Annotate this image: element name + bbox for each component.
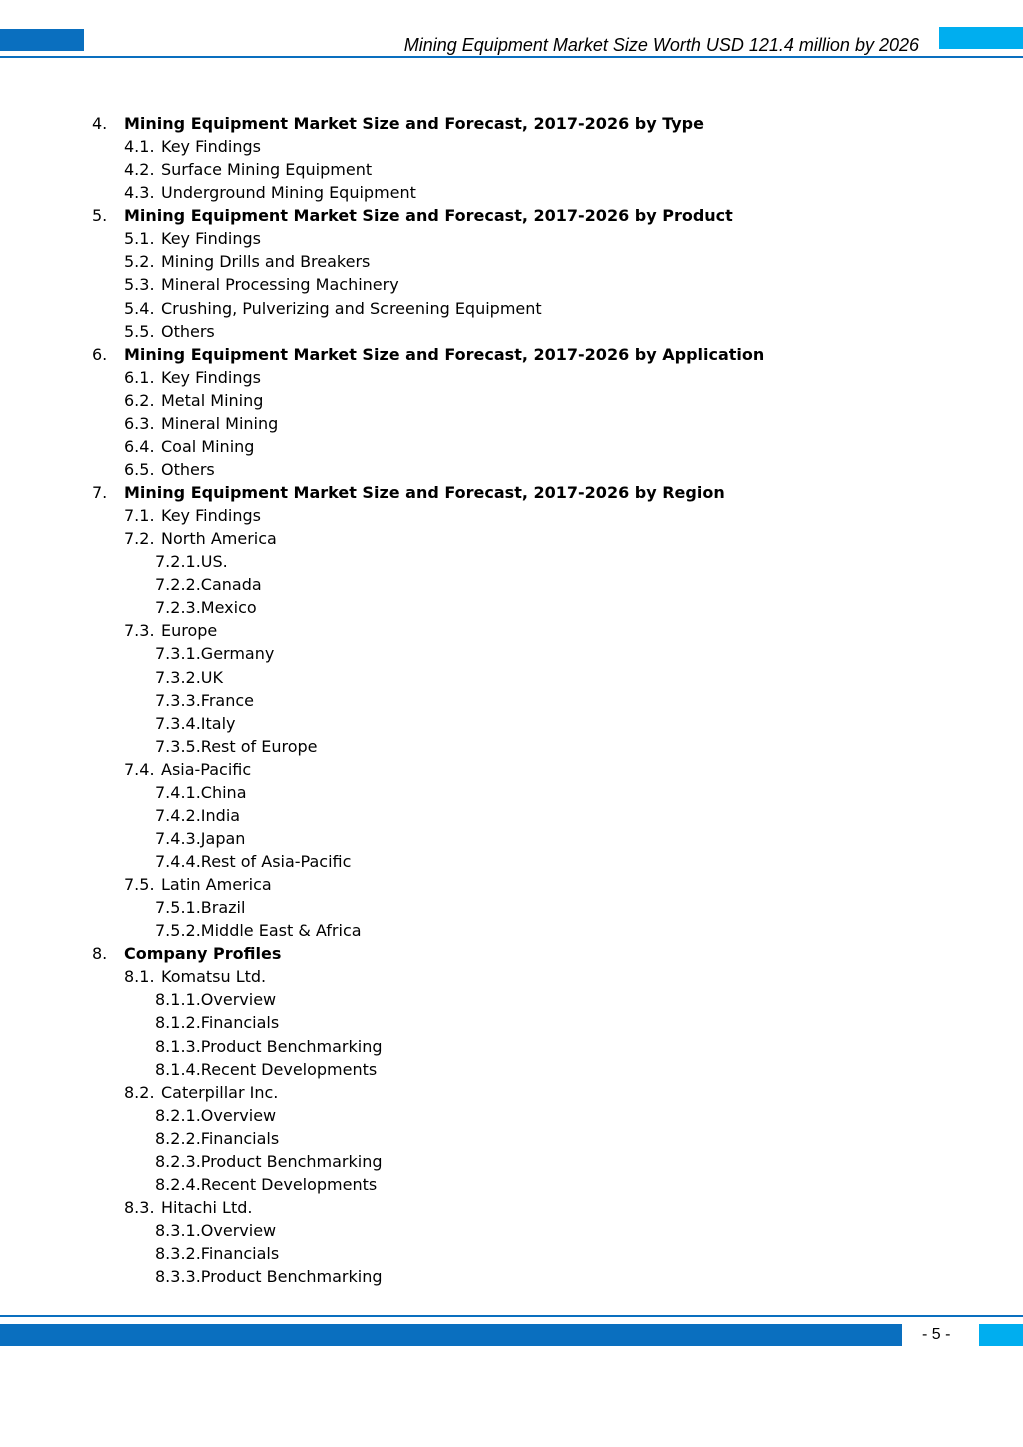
toc-entry xyxy=(0,1265,1023,1288)
toc-entry xyxy=(0,619,1023,642)
toc-entry xyxy=(0,135,1023,158)
toc-entry xyxy=(0,1150,1023,1173)
toc-entry-title: Mining Equipment Market Size and Forecast, 2017-2026 by Type xyxy=(124,114,704,133)
toc-entry-number: 4.3. xyxy=(124,183,155,203)
toc-entry-title: Key Findings xyxy=(161,367,261,387)
toc-entry xyxy=(0,1081,1023,1104)
toc-entry-title: 8.1.2.Financials xyxy=(155,1013,280,1033)
toc-entry xyxy=(0,850,1023,873)
toc-entry-title: 8.3.2.Financials xyxy=(155,1244,280,1264)
toc-entry-title: Metal Mining xyxy=(161,390,264,410)
toc-entry xyxy=(0,366,1023,389)
toc-entry xyxy=(0,550,1023,573)
toc-entry-number: 5.1. xyxy=(124,229,155,249)
toc-entry-title: Mineral Mining xyxy=(161,413,279,433)
toc-entry-number: 6.1. xyxy=(124,367,155,387)
toc-entry-number: 5.4. xyxy=(124,298,155,318)
toc-entry xyxy=(0,273,1023,296)
toc-entry xyxy=(0,1127,1023,1150)
toc-entry xyxy=(0,412,1023,435)
toc-entry-title: Key Findings xyxy=(161,137,261,157)
toc-entry-number: 5.2. xyxy=(124,252,155,272)
toc-entry xyxy=(0,1196,1023,1219)
toc-entry-number: 8.1. xyxy=(124,967,155,987)
toc-entry-title: Surface Mining Equipment xyxy=(161,160,373,180)
toc-entry-title: Latin America xyxy=(161,875,272,895)
toc-entry-title: Caterpillar Inc. xyxy=(161,1082,279,1102)
header-accent-right xyxy=(939,27,1023,49)
toc-entry xyxy=(0,758,1023,781)
toc-entry xyxy=(0,227,1023,250)
toc-entry-title: 8.1.4.Recent Developments xyxy=(155,1059,378,1079)
toc-entry-number: 8.2. xyxy=(124,1082,155,1102)
toc-entry-title: Mining Equipment Market Size and Forecast, 2017-2026 by Application xyxy=(124,344,765,364)
toc-entry xyxy=(0,297,1023,320)
toc-entry-number: 7.3. xyxy=(124,621,155,641)
toc-entry xyxy=(0,988,1023,1011)
toc-entry-title: 8.2.3.Product Benchmarking xyxy=(155,1151,383,1171)
toc-entry-title: 7.5.2.Middle East & Africa xyxy=(155,921,362,941)
toc-entry-title: Europe xyxy=(161,621,218,641)
toc-entry-title: 7.4.3.Japan xyxy=(155,828,246,848)
footer-accent-right xyxy=(979,1324,1023,1346)
toc-entry-number: 8. xyxy=(92,944,108,964)
toc-entry-title: Asia-Pacific xyxy=(161,759,252,779)
toc-entry-title: Coal Mining xyxy=(161,436,255,456)
toc-entry-title: Others xyxy=(161,459,215,479)
toc-entry xyxy=(0,942,1023,965)
header-accent-left xyxy=(0,29,84,51)
toc-entry xyxy=(0,735,1023,758)
toc-entry-title: 8.1.3.Product Benchmarking xyxy=(155,1036,383,1056)
toc-entry-title: Others xyxy=(161,321,215,341)
toc-entry xyxy=(0,689,1023,712)
toc-entry-title: 7.2.3.Mexico xyxy=(155,598,257,618)
toc-entry-title: 8.3.1.Overview xyxy=(155,1221,277,1240)
toc-entry xyxy=(0,573,1023,596)
toc-entry-number: 7.5. xyxy=(124,875,155,895)
toc-entry xyxy=(0,1173,1023,1196)
toc-entry-title: Key Findings xyxy=(161,229,261,249)
toc-entry xyxy=(0,1035,1023,1058)
toc-entry xyxy=(0,1058,1023,1081)
toc-entry xyxy=(0,666,1023,689)
toc-entry xyxy=(0,204,1023,227)
toc-entry xyxy=(0,435,1023,458)
toc-entry-number: 6.2. xyxy=(124,390,155,410)
toc-entry-title: Hitachi Ltd. xyxy=(161,1197,253,1217)
toc-entry-title: Komatsu Ltd. xyxy=(161,967,267,987)
toc-entry-title: Company Profiles xyxy=(124,944,282,964)
header-title: Mining Equipment Market Size Worth USD 121.4 million by 2026 xyxy=(403,35,919,55)
toc-entry xyxy=(0,343,1023,366)
toc-entry-title: 7.2.1.US. xyxy=(155,552,228,572)
toc-entry-number: 4.1. xyxy=(124,137,155,157)
toc-entry xyxy=(0,458,1023,481)
toc-entry-title: 8.3.3.Product Benchmarking xyxy=(155,1267,383,1287)
toc-entry xyxy=(0,112,1023,135)
toc-entry-title: 7.3.5.Rest of Europe xyxy=(155,736,318,756)
toc-entry xyxy=(0,642,1023,665)
toc-entry xyxy=(0,596,1023,619)
toc-entry-number: 4. xyxy=(92,114,108,133)
toc-entry-title: 8.2.2.Financials xyxy=(155,1128,280,1148)
toc-entry-title: 7.5.1.Brazil xyxy=(155,898,246,918)
toc-entry-title: Mineral Processing Machinery xyxy=(161,275,399,295)
toc-entry xyxy=(0,158,1023,181)
toc-entry-title: 7.4.4.Rest of Asia-Pacific xyxy=(155,852,352,871)
toc-entry xyxy=(0,181,1023,204)
toc-entry-number: 6.3. xyxy=(124,413,155,433)
toc-entry-title: 8.1.1.Overview xyxy=(155,990,277,1010)
toc-entry xyxy=(0,1242,1023,1265)
toc-entry-title: Crushing, Pulverizing and Screening Equipment xyxy=(161,298,542,318)
toc-entry xyxy=(0,527,1023,550)
toc-entry-number: 8.3. xyxy=(124,1197,155,1217)
page-number: - 5 - xyxy=(922,1326,951,1343)
toc-entry xyxy=(0,504,1023,527)
toc-entry-number: 5. xyxy=(92,206,108,226)
footer-divider xyxy=(0,1315,1023,1317)
toc-entry xyxy=(0,873,1023,896)
toc-entry-title: 8.2.4.Recent Developments xyxy=(155,1174,378,1194)
toc-entry-title: 7.4.1.China xyxy=(155,782,247,802)
toc-entry xyxy=(0,389,1023,412)
toc-entry xyxy=(0,712,1023,735)
toc-entry-title: 7.3.1.Germany xyxy=(155,644,275,664)
toc-entry xyxy=(0,1011,1023,1034)
toc-entry xyxy=(0,896,1023,919)
toc-entry-title: 7.3.3.France xyxy=(155,690,254,710)
toc-entry-title: North America xyxy=(161,529,277,549)
toc-entry-title: Mining Equipment Market Size and Forecast, 2017-2026 by Region xyxy=(124,483,725,502)
toc-entry-number: 4.2. xyxy=(124,160,155,180)
toc-entry xyxy=(0,781,1023,804)
toc-entry-number: 5.3. xyxy=(124,275,155,295)
footer-bar xyxy=(0,1324,902,1346)
toc-entry-number: 7.4. xyxy=(124,759,155,779)
toc-entry-number: 6. xyxy=(92,344,108,364)
toc-entry-number: 7.2. xyxy=(124,529,155,549)
toc-entry-title: 7.3.4.Italy xyxy=(155,713,236,733)
toc-entry xyxy=(0,320,1023,343)
toc-entry xyxy=(0,965,1023,988)
toc-entry-title: Mining Equipment Market Size and Forecast, 2017-2026 by Product xyxy=(124,206,733,226)
toc-entry xyxy=(0,1104,1023,1127)
toc-entry-number: 6.5. xyxy=(124,459,155,479)
toc-entry-title: 7.2.2.Canada xyxy=(155,575,262,595)
toc-entry-number: 7. xyxy=(92,483,108,502)
toc-entry-title: Mining Drills and Breakers xyxy=(161,252,371,272)
toc-entry xyxy=(0,481,1023,504)
toc-entry-number: 7.1. xyxy=(124,506,155,526)
toc-entry xyxy=(0,804,1023,827)
toc-entry-title: Key Findings xyxy=(161,506,261,526)
toc-entry-title: Underground Mining Equipment xyxy=(161,183,416,203)
toc-entry xyxy=(0,827,1023,850)
toc-entry-number: 6.4. xyxy=(124,436,155,456)
toc-entry-number: 5.5. xyxy=(124,321,155,341)
table-of-contents xyxy=(0,112,1023,1288)
toc-entry xyxy=(0,919,1023,942)
toc-entry-title: 7.4.2.India xyxy=(155,805,241,825)
toc-entry-title: 8.2.1.Overview xyxy=(155,1105,277,1125)
toc-entry xyxy=(0,1219,1023,1242)
header-divider xyxy=(0,56,1023,58)
toc-entry-title: 7.3.2.UK xyxy=(155,667,223,687)
toc-entry xyxy=(0,250,1023,273)
